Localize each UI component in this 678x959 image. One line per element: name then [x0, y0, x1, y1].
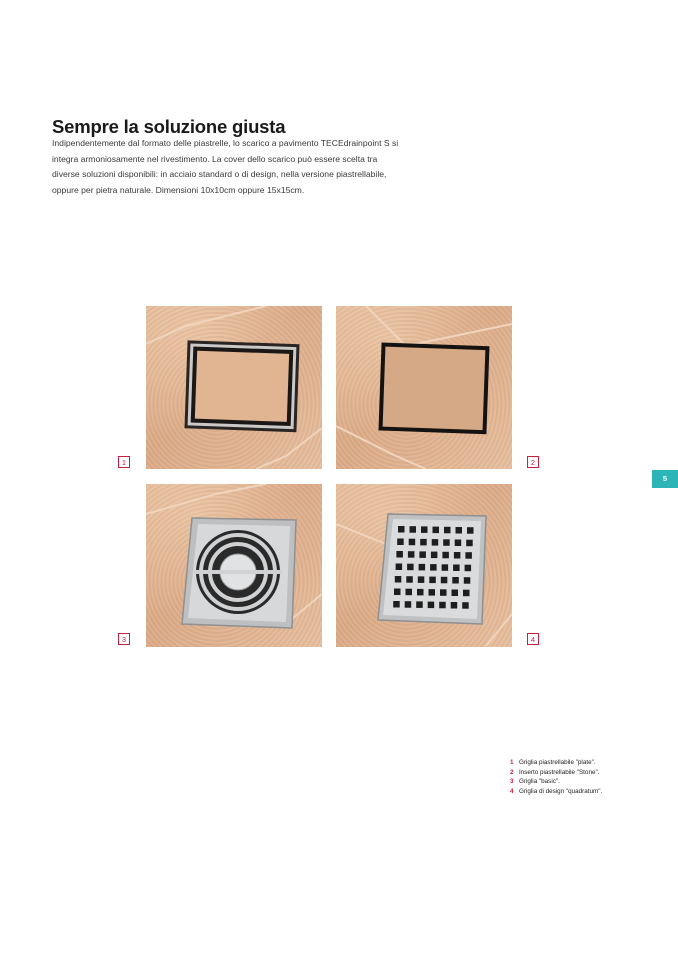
grate-hole	[465, 552, 472, 559]
grate-hole	[463, 590, 470, 597]
grate-hole	[410, 526, 417, 533]
grate-hole	[433, 527, 440, 534]
grate-hole	[454, 552, 461, 559]
grate-hole	[465, 565, 472, 572]
grate-hole	[453, 565, 460, 572]
photo-quadratum-drain	[336, 484, 512, 647]
caption-item: 4 Griglia di design "quadratum".	[510, 787, 603, 795]
intro-line: Indipendentemente dal formato delle piastrelle, lo scarico a pavimento TECEdrainpoint S si	[52, 138, 399, 148]
grate-hole	[442, 564, 449, 571]
grate-hole	[442, 552, 449, 559]
intro-paragraph	[52, 136, 472, 198]
grate-hole	[464, 577, 471, 584]
grate-hole	[440, 589, 447, 596]
grate-hole	[455, 540, 462, 547]
grate-hole	[467, 527, 474, 534]
photo-number-badge: 1	[118, 456, 130, 468]
grate-hole	[396, 564, 403, 571]
grate-hole	[439, 602, 446, 609]
caption-item: 1 Griglia piastrellabile "plate".	[510, 759, 596, 766]
caption-list	[510, 758, 602, 796]
grate-hole	[421, 526, 428, 533]
grate-hole	[408, 551, 415, 558]
grate-hole	[466, 540, 473, 547]
grate-hole	[441, 577, 448, 584]
grate-hole	[456, 527, 463, 534]
grate-hole	[431, 552, 438, 559]
caption-item: 2 Inserto piastrellabile "Stone".	[510, 768, 600, 776]
grate-hole	[420, 539, 427, 546]
grate-hole	[405, 601, 412, 608]
photo-basic-drain	[146, 484, 322, 647]
grate-hole	[451, 602, 458, 609]
grate-hole	[398, 526, 405, 533]
photo-number-badge: 4	[527, 633, 539, 645]
caption-item: 3 Griglia "basic".	[510, 778, 560, 786]
grate-hole	[417, 589, 424, 596]
grate-hole	[416, 601, 423, 608]
photo-plate-drain	[146, 306, 322, 469]
grate-hole	[406, 576, 413, 583]
page-number-tab: 5	[652, 470, 678, 488]
grate-hole	[430, 564, 437, 571]
grate-hole	[419, 564, 426, 571]
grate-hole	[419, 551, 426, 558]
grate-hole	[443, 539, 450, 546]
grate-hole	[429, 577, 436, 584]
grate-hole	[418, 576, 425, 583]
intro-line: oppure per pietra naturale. Dimensioni 10x10cm oppure 15x15cm.	[52, 184, 305, 195]
intro-line: diverse soluzioni disponibili: in acciaio standard o di design, nella versione piastrellabile,	[52, 169, 387, 180]
grate-hole	[409, 539, 416, 546]
grate-hole	[395, 576, 402, 583]
grate-hole	[428, 602, 435, 609]
page-title: Sempre la soluzione giusta	[52, 116, 286, 138]
grate-hole	[393, 601, 400, 608]
grate-hole	[452, 590, 459, 597]
grate-hole	[406, 589, 413, 596]
grate-hole	[397, 539, 404, 546]
grate-hole	[429, 589, 436, 596]
grate-hole	[444, 527, 451, 534]
photo-number-badge: 2	[527, 456, 539, 468]
grate-hole	[432, 539, 439, 546]
photo-stone-drain	[336, 306, 512, 469]
grate-hole	[396, 551, 403, 558]
grate-hole	[462, 602, 469, 609]
photo-number-badge: 3	[118, 633, 130, 645]
intro-line: integra armoniosamente nel rivestimento. La cover dello scarico può essere scelta tra	[52, 153, 378, 164]
grate-hole	[407, 564, 414, 571]
grate-hole	[452, 577, 459, 584]
grate-hole	[394, 589, 401, 596]
